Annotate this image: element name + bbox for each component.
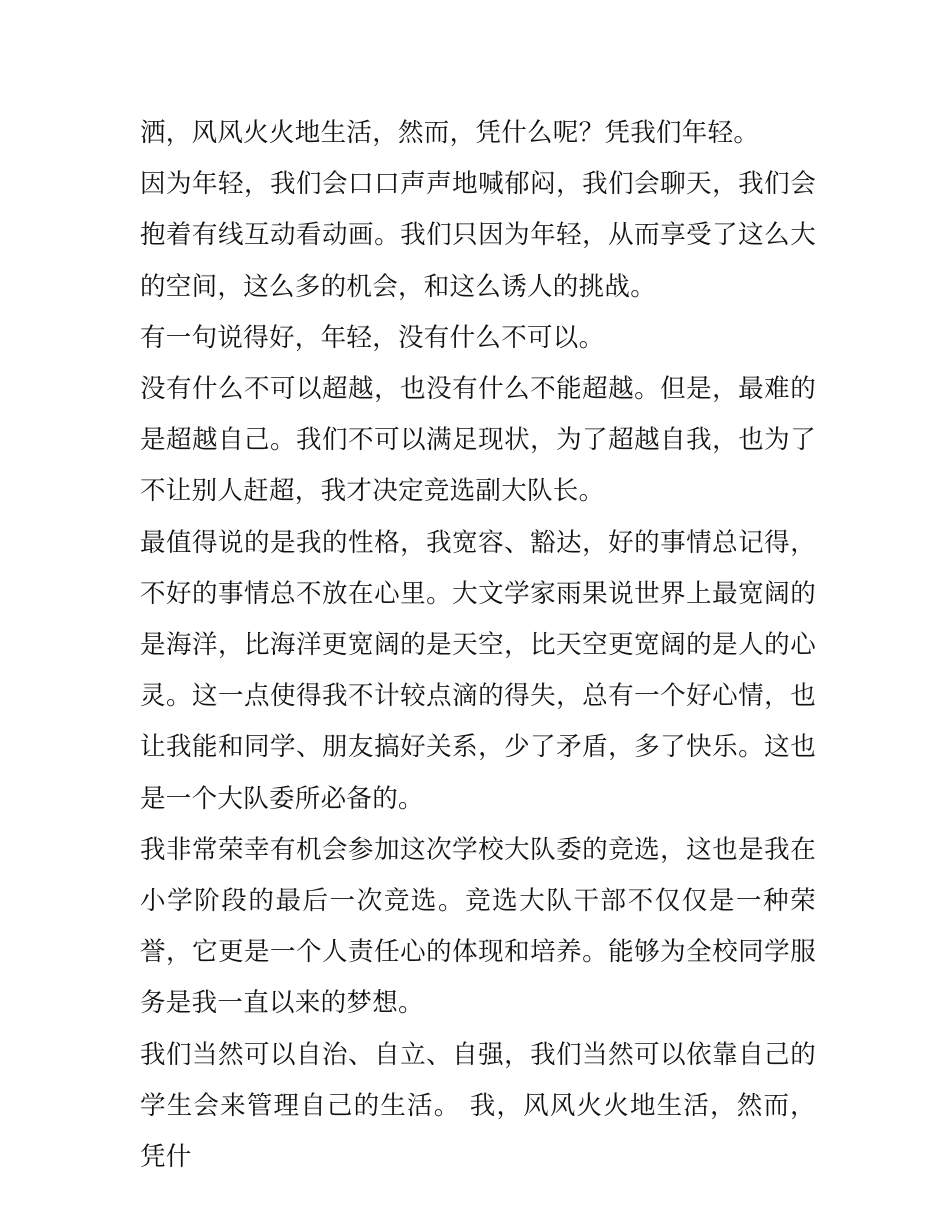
paragraph-6: 我非常荣幸有机会参加这次学校大队委的竞选，这也是我在小学阶段的最后一次竞选。竞选大队干部不仅仅是一种荣誉，它更是一个人责任心的体现和培养。能够为全校同学服务是我一直以来的梦想。 <box>140 834 816 1019</box>
paragraph-3: 有一句说得好，年轻，没有什么不可以。 <box>140 322 605 353</box>
paragraph-4: 没有什么不可以超越，也没有什么不能超越。但是，最难的是超越自己。我们不可以满足现状，为了超越自我，也为了不让别人赶超，我才决定竞选副大队长。 <box>140 374 816 507</box>
paragraph-5: 最值得说的是我的性格，我宽容、豁达，好的事情总记得，不好的事情总不放在心里。大文学家雨果说世界上最宽阔的是海洋，比海洋更宽阔的是天空，比天空更宽阔的是人的心灵。这一点使得我不计较点滴的得失，总有一个好心情，也让我能和同学、朋友搞好关系，少了矛盾，多了快乐。这也是一个大队委所必备的。 <box>140 527 816 814</box>
document-body <box>140 108 816 1183</box>
paragraph-7: 我们当然可以自治、自立、自强，我们当然可以依靠自己的学生会来管理自己的生活。 我，风风火火地生活，然而，凭什 <box>140 1039 816 1173</box>
paragraph-2: 因为年轻，我们会口口声声地喊郁闷，我们会聊天，我们会抱着有线互动看动画。我们只因为年轻，从而享受了这么大的空间，这么多的机会，和这么诱人的挑战。 <box>140 169 816 302</box>
paragraph-1: 洒，风风火火地生活，然而，凭什么呢？凭我们年轻。 <box>140 118 760 148</box>
